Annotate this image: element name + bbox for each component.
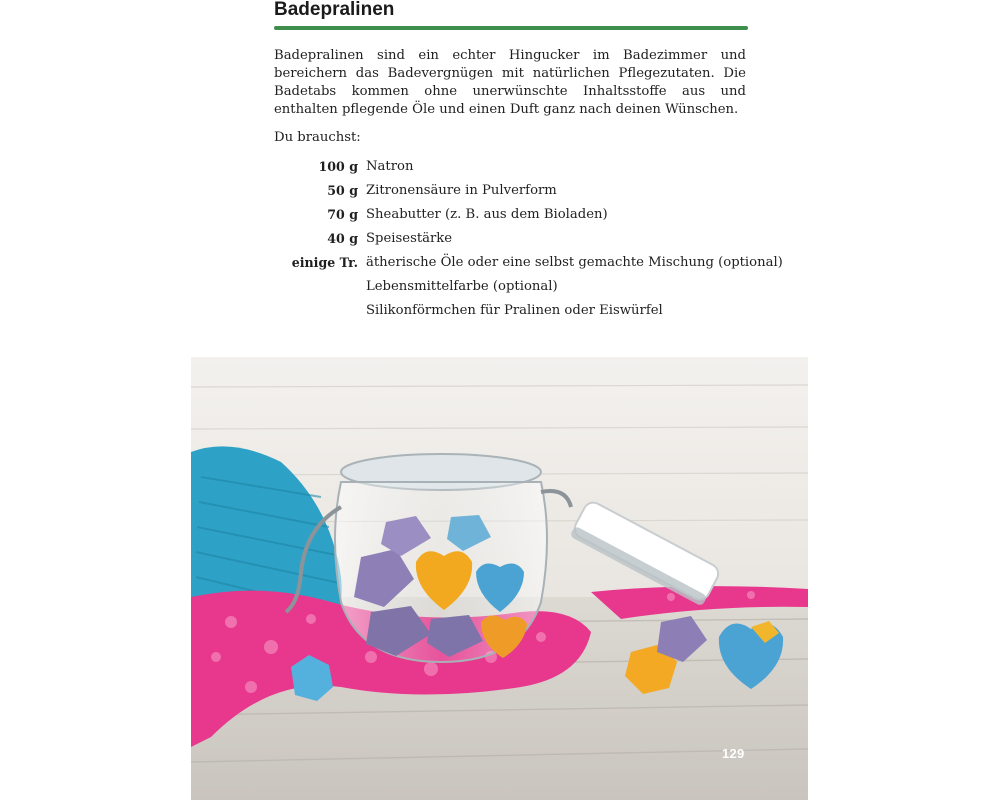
ingredient-name: Zitronensäure in Pulverform xyxy=(366,183,557,198)
ingredient-quantity: 50 g xyxy=(327,183,358,198)
ingredient-quantity: 100 g xyxy=(318,159,358,174)
page-number: 129 xyxy=(722,746,745,761)
ingredient-name: Speisestärke xyxy=(366,231,453,246)
ingredient-name: Sheabutter (z. B. aus dem Bioladen) xyxy=(366,207,608,222)
ingredients-intro: Du brauchst: xyxy=(274,130,361,145)
ingredient-quantity: 40 g xyxy=(327,231,358,246)
ingredient-name: Silikonförmchen für Pralinen oder Eiswürfel xyxy=(366,303,663,318)
ingredient-quantity: einige Tr. xyxy=(291,255,358,270)
intro-paragraph: Badepralinen sind ein echter Hingucker im Badezimmer und bereichern das Badevergnügen mit natürlichen Pflegezutaten. Die Badetabs kommen ohne unerwünschte Inhaltsstoffe aus und enthalten pflegende Öle und einen Duft ganz nach deinen Wünschen. xyxy=(274,48,746,117)
ingredient-name: ätherische Öle oder eine selbst gemachte Mischung (optional) xyxy=(366,255,783,270)
ingredient-name: Lebensmittelfarbe (optional) xyxy=(366,279,558,294)
ingredient-quantity: 70 g xyxy=(327,207,358,222)
heading-rule xyxy=(274,26,748,30)
product-photo xyxy=(191,357,808,800)
ingredient-name: Natron xyxy=(366,159,414,174)
section-heading: Badepralinen xyxy=(274,0,395,20)
